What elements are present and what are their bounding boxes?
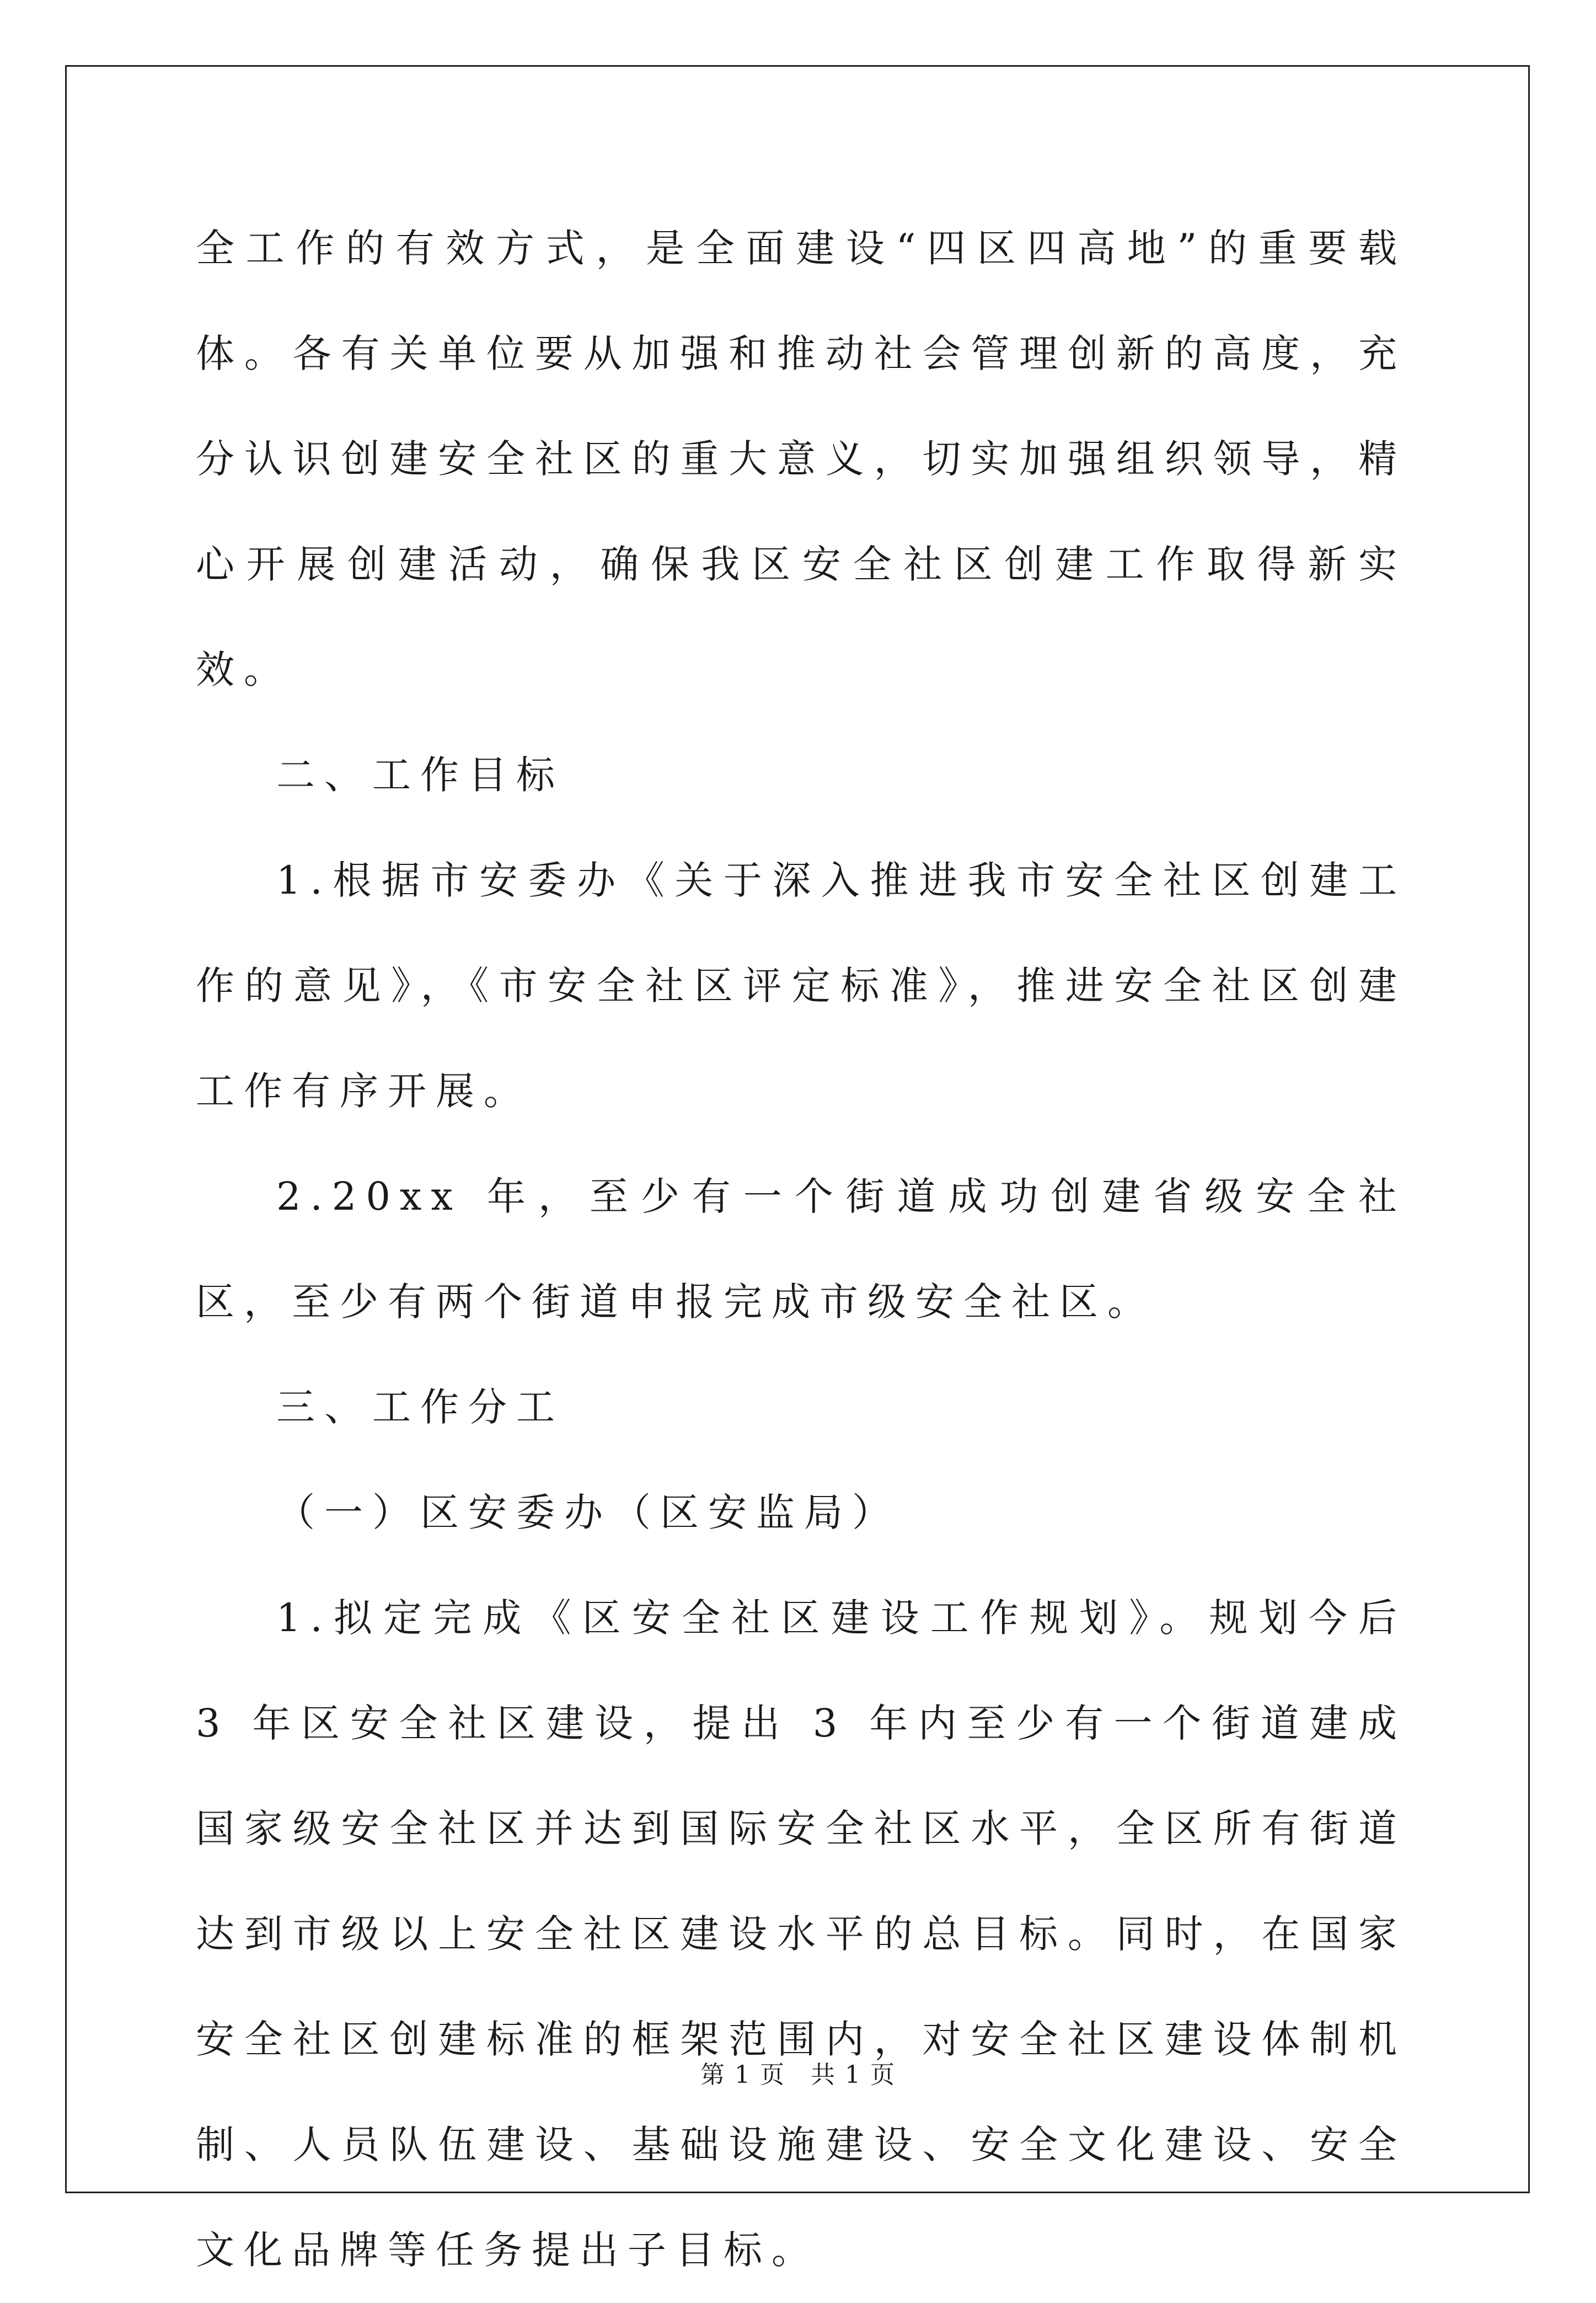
subsection-heading-safety-office: （一）区安委办（区安监局） (276, 1490, 900, 1535)
page-footer: 第 1 页 共 1 页 (700, 2061, 896, 2089)
section-heading-division: 三、工作分工 (276, 1385, 564, 1430)
paragraph-division-1: 1.拟定完成《区安全社区建设工作规划》。规划今后 3 年区安全社区建设，提出 3 年内至少有一个街道建成国家级安全社区并达到国际安全社区水平，全区所有街道达到市级以上安全社区建设水平的总目标。同时，在国家安全社区创建标准的框架范围内，对安全社区建设体制机制、人员队伍建设、基础设施建设、安全文化建设、安全文化品牌等任务提出子目标。 (196, 1595, 1406, 2273)
document-body (196, 0, 1406, 2303)
section-heading-goals: 二、工作目标 (276, 752, 564, 798)
paragraph-1: 全工作的有效方式，是全面建设“四区四高地”的重要载体。各有关单位要从加强和推动社会管理创新的高度，充分认识创建安全社区的重大意义，切实加强组织领导，精心开展创建活动，确保我区安全社区创建工作取得新实效。 (196, 226, 1406, 692)
paragraph-goal-1: 1.根据市安委办《关于深入推进我市安全社区创建工作的意见》，《市安全社区评定标准》，推进安全社区创建工作有序开展。 (196, 858, 1406, 1114)
paragraph-goal-2: 2.20xx 年，至少有一个街道成功创建省级安全社区，至少有两个街道申报完成市级安全社区。 (196, 1174, 1406, 1324)
